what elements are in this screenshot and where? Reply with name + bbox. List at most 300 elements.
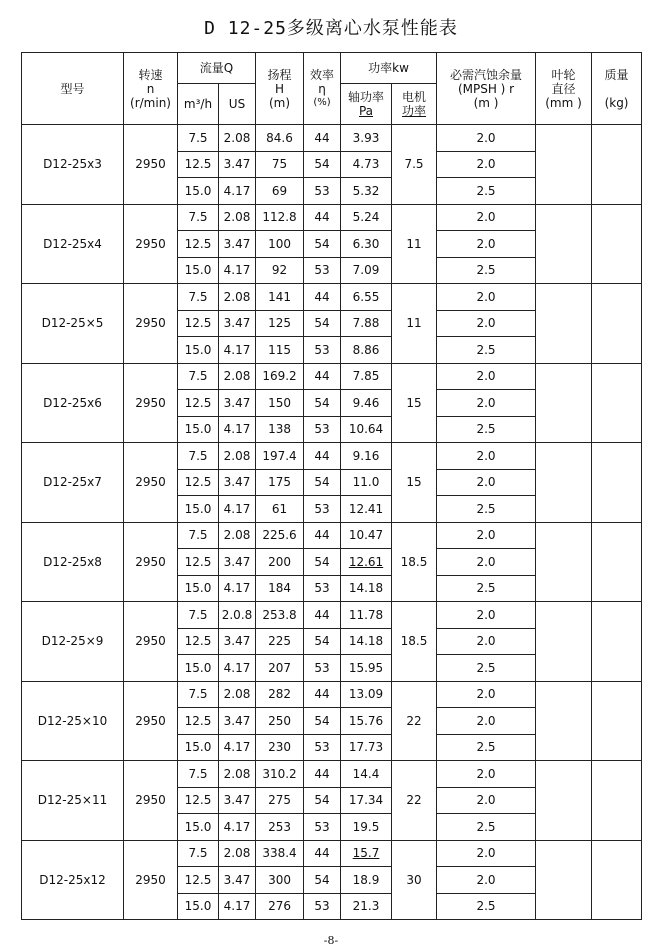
model-cell-text: D12-25×9 [41,634,104,649]
flow-m3h-cell [178,840,219,867]
head-cell-text: 253.8 [262,607,297,622]
flow-m3h-cell-text: 12.5 [184,475,212,490]
flow-m3h-cell [178,178,219,205]
efficiency-cell [304,761,341,788]
flow-us-cell [219,549,256,576]
model-cell [22,602,124,682]
speed-cell [124,602,178,682]
flow-us-cell [219,204,256,231]
shaft-power-cell-text: 5.32 [352,183,380,198]
flow-us-cell [219,231,256,258]
table-row [22,363,642,390]
shaft-power-cell-text: 7.88 [352,316,380,331]
head-cell [256,390,304,417]
shaft-power-cell [341,602,392,629]
flow-us-cell [219,575,256,602]
mass-cell [592,443,642,523]
npsh-cell [437,310,536,337]
flow-m3h-cell [178,734,219,761]
header-efficiency [304,53,341,125]
header-flow-m3h: m³/h [178,84,219,125]
mass-cell [592,284,642,364]
npsh-cell [437,734,536,761]
head-cell-text: 250 [268,713,291,728]
npsh-cell [437,867,536,894]
speed-cell-text: 2950 [135,316,166,331]
shaft-power-cell [341,310,392,337]
npsh-cell [437,575,536,602]
flow-m3h-cell [178,469,219,496]
npsh-cell [437,469,536,496]
shaft-power-cell-text: 6.55 [352,289,380,304]
head-cell-text: 169.2 [262,369,297,384]
flow-m3h-cell-text: 15.0 [184,501,212,516]
flow-us-cell-text: 4.17 [223,501,251,516]
shaft-power-cell-text: 13.09 [348,687,384,702]
shaft-power-cell-text: 4.73 [352,157,380,172]
header-eff-line1: 效率 [310,67,335,82]
speed-cell-text: 2950 [135,793,166,808]
npsh-cell [437,257,536,284]
table-row [22,602,642,629]
flow-us-cell-text: 2.08 [223,448,251,463]
head-cell [256,761,304,788]
flow-us-cell-text: 2.08 [223,766,251,781]
flow-us-cell [219,416,256,443]
impeller-cell [536,363,592,443]
flow-us-cell [219,893,256,920]
head-cell-text: 141 [268,289,291,304]
efficiency-cell [304,628,341,655]
npsh-cell [437,522,536,549]
shaft-power-cell [341,549,392,576]
mass-cell [592,522,642,602]
flow-us-cell-text: 2.08 [223,130,251,145]
mass-cell [592,761,642,841]
shaft-power-cell [341,204,392,231]
header-npsh [437,53,536,125]
head-cell-text: 150 [268,395,291,410]
table-row [22,840,642,867]
flow-m3h-cell-text: 15.0 [184,422,212,437]
shaft-power-cell-text: 12.41 [348,501,384,516]
head-cell [256,602,304,629]
npsh-cell-text: 2.0 [476,846,496,861]
motor-power-cell-text: 15 [406,475,422,490]
header-power: 功率kw [341,53,437,84]
efficiency-cell-text: 54 [314,713,330,728]
motor-power-cell [392,363,437,443]
speed-cell [124,443,178,523]
head-cell-text: 230 [268,740,291,755]
header-mass-line2: (kg) [604,95,629,110]
impeller-cell [536,840,592,920]
efficiency-cell [304,178,341,205]
npsh-cell-text: 2.0 [476,210,496,225]
npsh-cell [437,628,536,655]
flow-m3h-cell-text: 12.5 [184,316,212,331]
head-cell-text: 75 [271,157,288,172]
model-cell-text: D12-25x4 [43,236,102,251]
flow-m3h-cell [178,310,219,337]
header-head [256,53,304,125]
npsh-cell-text: 2.0 [476,793,496,808]
head-cell-text: 125 [268,316,291,331]
flow-m3h-cell-text: 7.5 [188,369,208,384]
header-eff-line2: η [318,81,326,96]
flow-us-cell [219,867,256,894]
shaft-power-cell [341,469,392,496]
efficiency-cell-text: 44 [314,369,330,384]
flow-m3h-cell-text: 7.5 [188,528,208,543]
head-cell-text: 84.6 [266,130,293,145]
head-cell-text: 92 [271,263,288,278]
flow-us-cell-text: 4.17 [223,422,251,437]
efficiency-cell [304,443,341,470]
model-cell [22,681,124,761]
efficiency-cell-text: 53 [314,342,330,357]
header-speed-line3: (r/min) [130,95,171,110]
npsh-cell-text: 2.0 [476,528,496,543]
efficiency-cell [304,549,341,576]
impeller-cell [536,681,592,761]
header-head-line3: (m) [268,95,291,110]
model-cell [22,840,124,920]
flow-m3h-cell [178,708,219,735]
speed-cell [124,284,178,364]
motor-power-cell-text: 15 [406,395,422,410]
flow-us-cell-text: 3.47 [223,793,251,808]
flow-m3h-cell [178,390,219,417]
flow-us-cell [219,787,256,814]
flow-m3h-cell-text: 7.5 [188,448,208,463]
model-cell [22,284,124,364]
flow-us-cell [219,628,256,655]
efficiency-cell [304,814,341,841]
flow-m3h-cell [178,443,219,470]
npsh-cell-text: 2.0 [476,766,496,781]
motor-power-cell [392,681,437,761]
model-cell [22,363,124,443]
flow-m3h-cell-text: 7.5 [188,687,208,702]
efficiency-cell [304,681,341,708]
head-cell-text: 310.2 [262,766,297,781]
flow-m3h-cell [178,231,219,258]
flow-m3h-cell [178,204,219,231]
head-cell-text: 69 [271,183,288,198]
npsh-cell [437,814,536,841]
shaft-power-cell [341,734,392,761]
head-cell-text: 276 [268,899,291,914]
impeller-cell [536,522,592,602]
npsh-cell [437,681,536,708]
speed-cell [124,363,178,443]
shaft-power-cell-text: 18.9 [352,872,380,887]
speed-cell [124,204,178,284]
flow-m3h-cell [178,681,219,708]
npsh-cell-text: 2.5 [476,263,496,278]
flow-us-cell [219,522,256,549]
flow-m3h-cell [178,602,219,629]
npsh-cell-text: 2.0 [476,130,496,145]
header-mass-line1: 质量 [604,67,629,82]
efficiency-cell [304,469,341,496]
model-cell-text: D12-25x8 [43,554,102,569]
flow-us-cell-text: 2.08 [223,369,251,384]
flow-us-cell [219,310,256,337]
head-cell [256,522,304,549]
efficiency-cell-text: 53 [314,183,330,198]
head-cell [256,787,304,814]
flow-m3h-cell [178,628,219,655]
page-title: D 12-25多级离心水泵性能表 [204,18,458,39]
motor-power-cell [392,522,437,602]
efficiency-cell-text: 54 [314,157,330,172]
shaft-power-cell [341,284,392,311]
table-row [22,204,642,231]
efficiency-cell [304,204,341,231]
flow-us-cell-text: 2.0.8 [221,607,253,622]
flow-us-cell [219,363,256,390]
header-motor-line1: 电机 [402,90,427,104]
shaft-power-cell [341,628,392,655]
motor-power-cell-text: 18.5 [400,554,428,569]
flow-m3h-cell [178,337,219,364]
impeller-cell [536,602,592,682]
npsh-cell-text: 2.0 [476,289,496,304]
shaft-power-cell [341,655,392,682]
efficiency-cell [304,734,341,761]
header-flow: 流量Q [178,53,256,84]
model-cell-text: D12-25x3 [43,157,102,172]
motor-power-cell [392,125,437,205]
motor-power-cell-text: 11 [406,316,422,331]
efficiency-cell-text: 53 [314,263,330,278]
motor-power-cell [392,204,437,284]
head-cell-text: 253 [268,819,291,834]
flow-m3h-cell [178,522,219,549]
head-cell-text: 112.8 [262,210,297,225]
npsh-cell-text: 2.5 [476,501,496,516]
npsh-cell [437,549,536,576]
flow-us-cell [219,257,256,284]
flow-us-cell-text: 2.08 [223,687,251,702]
npsh-cell-text: 2.0 [476,634,496,649]
shaft-power-cell-text: 14.18 [348,581,384,596]
efficiency-cell [304,310,341,337]
shaft-power-cell-text: 10.47 [348,528,384,543]
header-shaft-line2: Pa [358,104,374,118]
efficiency-cell-text: 53 [314,819,330,834]
shaft-power-cell [341,151,392,178]
flow-us-cell [219,390,256,417]
motor-power-cell-text: 7.5 [404,157,424,172]
head-cell [256,284,304,311]
npsh-cell [437,840,536,867]
shaft-power-cell [341,681,392,708]
flow-us-cell [219,151,256,178]
shaft-power-cell [341,496,392,523]
flow-m3h-cell-text: 7.5 [188,289,208,304]
header-head-line1: 扬程 [267,67,292,82]
efficiency-cell [304,231,341,258]
efficiency-cell [304,602,341,629]
motor-power-cell [392,602,437,682]
shaft-power-cell-text: 3.93 [352,130,380,145]
flow-m3h-cell [178,867,219,894]
flow-us-cell-text: 2.08 [223,289,251,304]
flow-m3h-cell [178,125,219,152]
flow-us-cell-text: 2.08 [223,528,251,543]
npsh-cell [437,151,536,178]
flow-us-cell-text: 4.17 [223,660,251,675]
npsh-cell [437,284,536,311]
shaft-power-cell-text: 19.5 [352,819,380,834]
shaft-power-cell [341,867,392,894]
head-cell [256,337,304,364]
npsh-cell-text: 2.0 [476,316,496,331]
shaft-power-cell [341,814,392,841]
impeller-cell [536,761,592,841]
head-cell-text: 138 [268,422,291,437]
npsh-cell-text: 2.0 [476,475,496,490]
head-cell-text: 225.6 [262,528,297,543]
flow-m3h-cell-text: 15.0 [184,183,212,198]
header-impeller-line1: 叶轮 [551,67,576,82]
head-cell [256,231,304,258]
flow-m3h-cell-text: 15.0 [184,342,212,357]
flow-us-cell-text: 3.47 [223,634,251,649]
efficiency-cell [304,787,341,814]
efficiency-cell-text: 44 [314,528,330,543]
efficiency-cell-text: 54 [314,634,330,649]
head-cell-text: 184 [268,581,291,596]
efficiency-cell-text: 44 [314,210,330,225]
header-speed-line1: 转速 [138,67,163,82]
head-cell-text: 225 [268,634,291,649]
efficiency-cell-text: 54 [314,236,330,251]
npsh-cell [437,496,536,523]
efficiency-cell-text: 53 [314,501,330,516]
flow-m3h-cell [178,814,219,841]
efficiency-cell-text: 53 [314,740,330,755]
head-cell-text: 338.4 [262,846,297,861]
efficiency-cell-text: 53 [314,899,330,914]
flow-m3h-cell-text: 15.0 [184,819,212,834]
shaft-power-cell-text: 7.09 [352,263,380,278]
shaft-power-cell-text: 14.4 [352,766,380,781]
model-cell-text: D12-25×5 [41,316,104,331]
flow-us-cell-text: 3.47 [223,554,251,569]
flow-us-cell-text: 4.17 [223,740,251,755]
efficiency-cell [304,840,341,867]
npsh-cell [437,708,536,735]
table-row [22,681,642,708]
flow-m3h-cell [178,787,219,814]
impeller-cell [536,284,592,364]
motor-power-cell [392,284,437,364]
table-body [22,125,642,920]
head-cell [256,443,304,470]
impeller-cell [536,204,592,284]
model-cell [22,522,124,602]
speed-cell [124,125,178,205]
head-cell [256,655,304,682]
mass-cell [592,840,642,920]
speed-cell-text: 2950 [135,713,166,728]
flow-m3h-cell-text: 7.5 [188,607,208,622]
npsh-cell-text: 2.5 [476,740,496,755]
shaft-power-cell [341,708,392,735]
table-row [22,284,642,311]
head-cell [256,681,304,708]
npsh-cell [437,178,536,205]
model-cell [22,125,124,205]
flow-m3h-cell [178,761,219,788]
mass-cell [592,125,642,205]
flow-us-cell [219,337,256,364]
head-cell [256,178,304,205]
speed-cell [124,761,178,841]
efficiency-cell [304,337,341,364]
head-cell [256,363,304,390]
flow-m3h-cell-text: 12.5 [184,236,212,251]
header-npsh-line3: (m ) [473,95,499,110]
flow-us-cell [219,655,256,682]
flow-m3h-cell [178,655,219,682]
efficiency-cell-text: 54 [314,554,330,569]
shaft-power-cell [341,840,392,867]
flow-us-cell [219,708,256,735]
head-cell [256,125,304,152]
npsh-cell [437,363,536,390]
model-cell-text: D12-25x7 [43,475,102,490]
flow-m3h-cell [178,151,219,178]
shaft-power-cell [341,761,392,788]
npsh-cell-text: 2.0 [476,713,496,728]
shaft-power-cell [341,363,392,390]
head-cell-text: 207 [268,660,291,675]
mass-cell [592,363,642,443]
shaft-power-cell [341,522,392,549]
speed-cell-text: 2950 [135,236,166,251]
flow-us-cell-text: 4.17 [223,263,251,278]
table-row [22,125,642,152]
flow-us-cell [219,602,256,629]
head-cell [256,549,304,576]
pump-performance-table [21,52,642,920]
shaft-power-cell-text: 17.34 [348,793,384,808]
header-npsh-line2: (MPSH ) r [457,81,515,96]
shaft-power-cell [341,231,392,258]
speed-cell [124,681,178,761]
header-impeller-line3: (mm ) [545,95,582,110]
flow-m3h-cell-text: 12.5 [184,872,212,887]
head-cell [256,204,304,231]
flow-us-cell [219,681,256,708]
motor-power-cell [392,761,437,841]
efficiency-cell-text: 44 [314,289,330,304]
header-shaft-power [341,84,392,125]
header-head-line2: H [275,81,285,96]
flow-us-cell-text: 3.47 [223,236,251,251]
efficiency-cell-text: 44 [314,766,330,781]
flow-m3h-cell [178,284,219,311]
npsh-cell [437,443,536,470]
model-cell-text: D12-25×11 [37,793,108,808]
flow-us-cell-text: 3.47 [223,872,251,887]
model-cell-text: D12-25x6 [43,395,102,410]
